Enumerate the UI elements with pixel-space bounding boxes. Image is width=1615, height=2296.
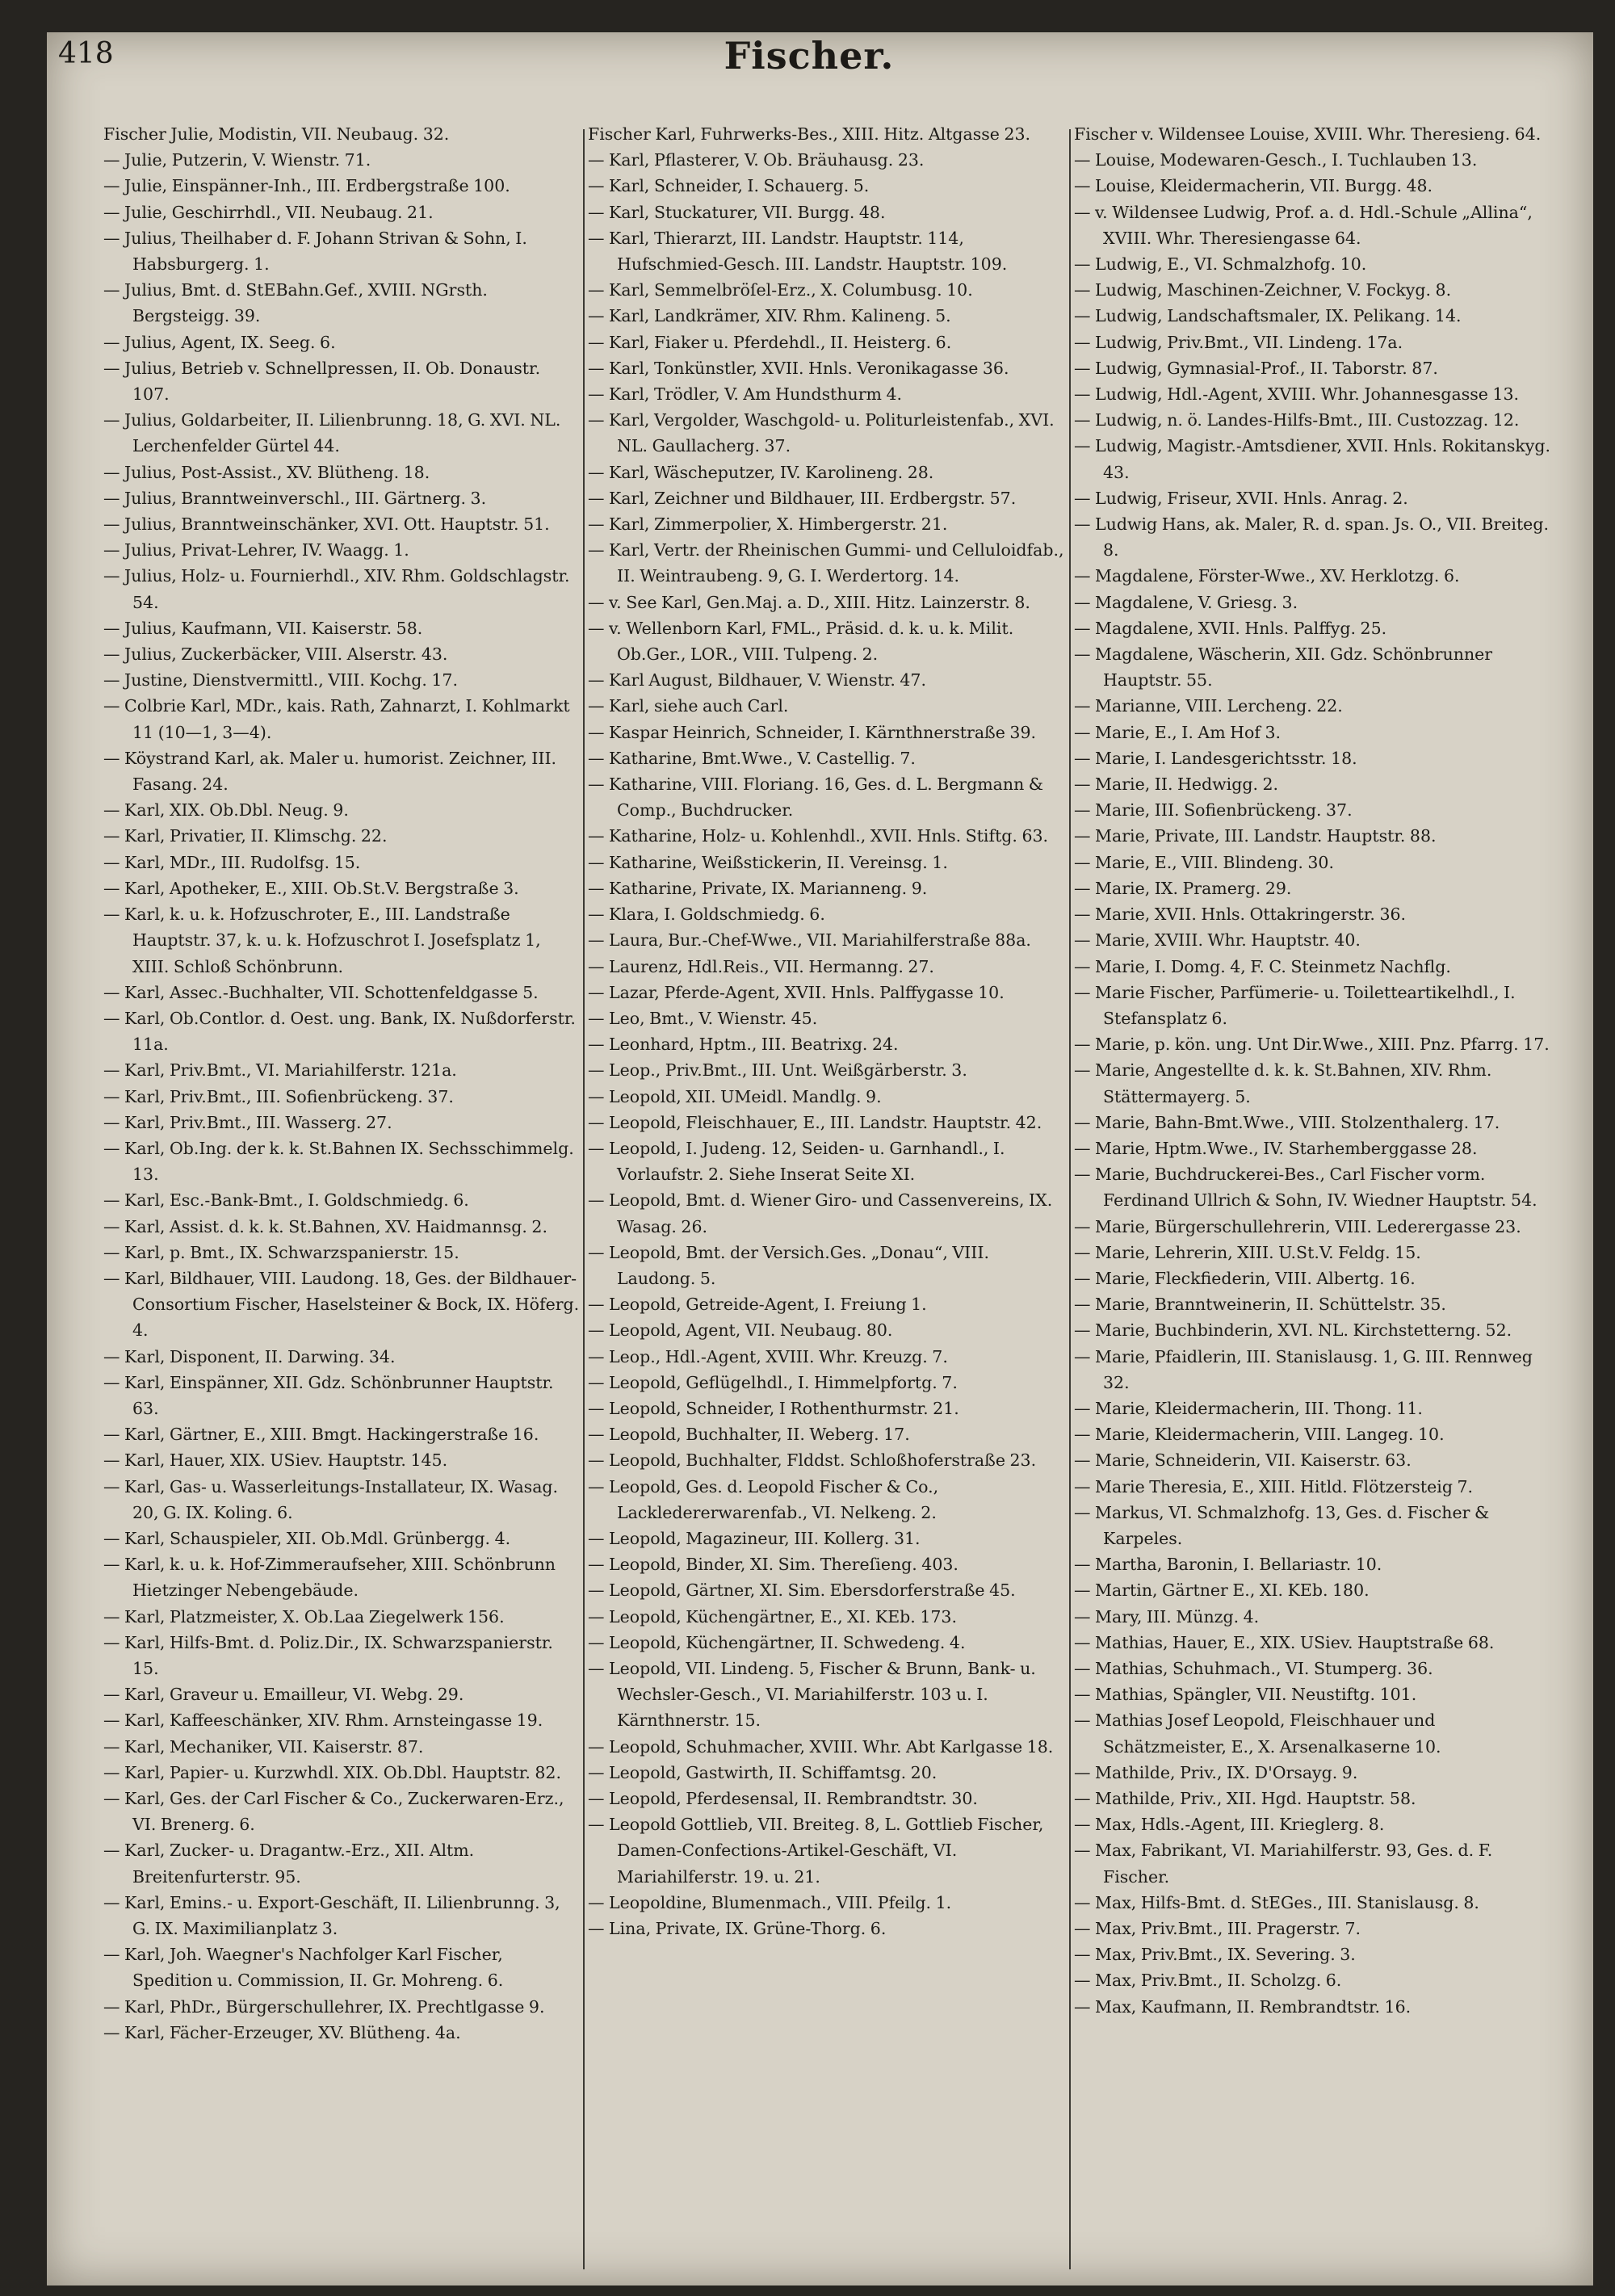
directory-entry: — Karl, Gärtner, E., XIII. Bmgt. Hackingerstraße 16. [103, 1425, 539, 1445]
directory-entry: — Max, Priv.Bmt., IX. Severing. 3. [1074, 1945, 1356, 1965]
directory-entry: — Karl, Gas- u. Wasserleitungs-Installateur, IX. Wasag. 20, G. IX. Koling. 6. [103, 1476, 559, 1522]
directory-entry: — Leopold, Getreide-Agent, I. Freiung 1. [588, 1295, 927, 1315]
directory-entry: — Lazar, Pferde-Agent, XVII. Hnls. Palffygasse 10. [588, 982, 1005, 1002]
column-rule [1069, 129, 1071, 2269]
directory-entry: — Karl, Fiaker u. Pferdehdl., II. Heisterg. 6. [588, 332, 952, 352]
directory-entry: — Leopoldine, Blumenmach., VIII. Pfeilg. 1. [588, 1892, 952, 1912]
directory-entry: — Karl, Esc.-Bank-Bmt., I. Goldschmiedg. 6. [103, 1190, 469, 1211]
directory-entry: — Karl, Einspänner, XII. Gdz. Schönbrunner Hauptstr. 63. [103, 1372, 554, 1418]
directory-entry: — Karl, Disponent, II. Darwing. 34. [103, 1346, 396, 1366]
directory-entry: — Karl, Assist. d. k. k. St.Bahnen, XV. Haidmannsg. 2. [103, 1216, 547, 1236]
directory-entry: — Marie, IX. Pramerg. 29. [1074, 878, 1292, 898]
directory-entry: — Mathias, Hauer, E., XIX. USiev. Hauptstraße 68. [1074, 1632, 1495, 1652]
directory-entry: — Julius, Privat-Lehrer, IV. Waagg. 1. [103, 540, 409, 560]
directory-entry: — Karl, Zucker- u. Dragantw.-Erz., XII. Altm. Breitenfurterstr. 95. [103, 1841, 475, 1887]
column-3 [1074, 121, 1550, 2269]
directory-entry: — Leopold, Gärtner, XI. Sim. Ebersdorferstraße 45. [588, 1580, 1016, 1601]
directory-entry: — Max, Kaufmann, II. Rembrandtstr. 16. [1074, 1996, 1412, 2017]
directory-entry: — Marie, Buchdruckerei-Bes., Carl Fischer vorm. Ferdinand Ullrich & Sohn, IV. Wiedner Hauptstr. 54. [1074, 1165, 1537, 1211]
directory-entry: — Magdalene, Wäscherin, XII. Gdz. Schönbrunner Hauptstr. 55. [1074, 644, 1493, 690]
directory-entry: — Leopold, Magazineur, III. Kollerg. 31. [588, 1528, 921, 1548]
directory-entry: — Mathias, Schuhmach., VI. Stumperg. 36. [1074, 1658, 1433, 1678]
directory-entry: — Max, Priv.Bmt., II. Scholzg. 6. [1074, 1971, 1342, 1991]
directory-entry: — Marie, Bürgerschullehrerin, VIII. Lederergasse 23. [1074, 1216, 1521, 1236]
directory-entry: — Julius, Theilhaber d. F. Johann Strivan & Sohn, I. Habsburgerg. 1. [103, 228, 527, 275]
directory-entry: — Karl, Apotheker, E., XIII. Ob.St.V. Bergstraße 3. [103, 878, 519, 898]
column-2 [588, 121, 1064, 2269]
directory-entry: — Katharine, Private, IX. Marianneng. 9. [588, 878, 928, 898]
directory-entry: — Marie, Private, III. Landstr. Hauptstr. 88. [1074, 826, 1437, 846]
directory-entry: — Marie, p. kön. ung. Unt Dir.Wwe., XIII. Pnz. Pfarrg. 17. [1074, 1035, 1550, 1055]
directory-entry: — Karl, Schauspieler, XII. Ob.Mdl. Grünbergg. 4. [103, 1528, 511, 1548]
directory-entry: — Laurenz, Hdl.Reis., VII. Hermanng. 27. [588, 956, 934, 976]
directory-entry: — Lina, Private, IX. Grüne-Thorg. 6. [588, 1919, 887, 1939]
directory-entry: — Karl, Priv.Bmt., VI. Mariahilferstr. 121a. [103, 1060, 457, 1081]
directory-entry: Fischer v. Wildensee Louise, XVIII. Whr. Theresieng. 64. [1074, 124, 1542, 144]
directory-entry: — Karl, Emins.- u. Export-Geschäft, II. Lilienbrunng. 3, G. IX. Maximilianplatz 3. [103, 1892, 560, 1939]
directory-entry: — Ludwig, Landschaftsmaler, IX. Pelikang. 14. [1074, 306, 1462, 326]
directory-entry: — Marie, Angestellte d. k. k. St.Bahnen, XIV. Rhm. Stättermayerg. 5. [1074, 1060, 1492, 1106]
directory-entry: — Leopold, VII. Lindeng. 5, Fischer & Brunn, Bank- u. Wechsler-Gesch., VI. Mariahilferstr. 103 u. I. Kärnthnerstr. 15. [588, 1658, 1036, 1731]
directory-entry: — Karl, Hauer, XIX. USiev. Hauptstr. 145. [103, 1450, 448, 1471]
directory-entry: Fischer Julie, Modistin, VII. Neubaug. 32. [103, 124, 450, 144]
directory-entry: — Karl, Kaffeeschänker, XIV. Rhm. Arnsteingasse 19. [103, 1710, 543, 1731]
directory-entry: — Julius, Kaufmann, VII. Kaiserstr. 58. [103, 618, 423, 638]
directory-entry: — Julius, Betrieb v. Schnellpressen, II. Ob. Donaustr. 107. [103, 358, 541, 405]
directory-entry: — Katharine, VIII. Floriang. 16, Ges. d. L. Bergmann & Comp., Buchdrucker. [588, 774, 1044, 821]
directory-entry: — Magdalene, V. Griesg. 3. [1074, 592, 1298, 612]
directory-entry: — Karl, Graveur u. Emailleur, VI. Webg. 29. [103, 1685, 464, 1705]
directory-entry: — Leopold, Geflügelhdl., I. Himmelpfortg. 7. [588, 1372, 958, 1392]
directory-entry: — Mathilde, Priv., IX. D'Orsayg. 9. [1074, 1762, 1358, 1782]
directory-entry: — Karl, Mechaniker, VII. Kaiserstr. 87. [103, 1736, 424, 1757]
directory-entry: — Marie, E., I. Am Hof 3. [1074, 722, 1282, 742]
directory-entry: — Mary, III. Münzg. 4. [1074, 1606, 1260, 1627]
column-rule [583, 129, 585, 2269]
directory-entry: — Julius, Branntweinschänker, XVI. Ott. Hauptstr. 51. [103, 514, 550, 535]
directory-entry: — Leopold, I. Judeng. 12, Seiden- u. Garnhandl., I. Vorlaufstr. 2. Siehe Inserat Seite XI. [588, 1138, 1005, 1185]
directory-entry: — Ludwig, Maschinen-Zeichner, V. Fockyg. 8. [1074, 280, 1452, 300]
directory-entry: — Karl, Pflasterer, V. Ob. Bräuhausg. 23. [588, 150, 925, 170]
directory-entry: — Karl, Schneider, I. Schauerg. 5. [588, 176, 870, 196]
directory-entry: — Karl, Assec.-Buchhalter, VII. Schottenfeldgasse 5. [103, 982, 539, 1002]
directory-entry: — Katharine, Holz- u. Kohlenhdl., XVII. Hnls. Stiftg. 63. [588, 826, 1049, 846]
directory-entry: — v. Wellenborn Karl, FML., Präsid. d. k. u. k. Milit. Ob.Ger., LOR., VIII. Tulpeng. 2. [588, 618, 1014, 665]
directory-entry: — Karl, Zeichner und Bildhauer, III. Erdbergstr. 57. [588, 488, 1017, 508]
directory-entry: — Marie, XVII. Hnls. Ottakringerstr. 36. [1074, 905, 1407, 925]
page-header [58, 34, 1560, 110]
directory-entry: — Max, Hilfs-Bmt. d. StEGes., III. Stanislausg. 8. [1074, 1892, 1479, 1912]
directory-entry: — Leopold, Küchengärtner, E., XI. KEb. 173. [588, 1606, 957, 1627]
directory-entry: — Karl, Papier- u. Kurzwhdl. XIX. Ob.Dbl. Hauptstr. 82. [103, 1762, 561, 1782]
directory-entry: — Julius, Branntweinverschl., III. Gärtnerg. 3. [103, 488, 487, 508]
directory-entry: — Ludwig, n. ö. Landes-Hilfs-Bmt., III. Custozzag. 12. [1074, 410, 1520, 430]
directory-entry: — Marie, I. Domg. 4, F. C. Steinmetz Nachflg. [1074, 956, 1451, 976]
directory-entry: — Leopold, Küchengärtner, II. Schwedeng. 4. [588, 1632, 966, 1652]
directory-entry: — Martha, Baronin, I. Bellariastr. 10. [1074, 1555, 1382, 1575]
directory-entry: — Karl, Hilfs-Bmt. d. Poliz.Dir., IX. Schwarzspanierstr. 15. [103, 1632, 553, 1678]
directory-entry: — Markus, VI. Schmalzhofg. 13, Ges. d. Fischer & Karpeles. [1074, 1502, 1490, 1548]
directory-entry: — Marie, Fleckfiederin, VIII. Albertg. 16. [1074, 1268, 1416, 1288]
directory-entry: — Karl, Tonkünstler, XVII. Hnls. Veronikagasse 36. [588, 358, 1009, 378]
directory-entry: — Karl, XIX. Ob.Dbl. Neug. 9. [103, 800, 349, 821]
directory-entry: — Karl, Trödler, V. Am Hundsthurm 4. [588, 384, 903, 405]
directory-entry: — Leonhard, Hptm., III. Beatrixg. 24. [588, 1035, 899, 1055]
directory-entry: — Marie, XVIII. Whr. Hauptstr. 40. [1074, 930, 1361, 951]
directory-entry: — Marie, Bahn-Bmt.Wwe., VIII. Stolzenthalerg. 17. [1074, 1112, 1500, 1132]
directory-entry: — Marie, Pfaidlerin, III. Stanislausg. 1, G. III. Rennweg 32. [1074, 1346, 1533, 1392]
directory-entry: — Ludwig, E., VI. Schmalzhofg. 10. [1074, 254, 1367, 275]
directory-entry: — Karl, Fächer-Erzeuger, XV. Blütheng. 4a. [103, 2022, 461, 2042]
directory-entry: — Laura, Bur.-Chef-Wwe., VII. Mariahilferstraße 88a. [588, 930, 1031, 951]
directory-entry: — Karl, Ob.Contlor. d. Oest. ung. Bank, IX. Nußdorferstr. 11a. [103, 1008, 576, 1055]
directory-entry: — Magdalene, Förster-Wwe., XV. Herklotzg. 6. [1074, 566, 1460, 586]
column-1 [103, 121, 580, 2269]
directory-entry: — Marianne, VIII. Lercheng. 22. [1074, 696, 1343, 716]
directory-entry: — Marie Fischer, Parfümerie- u. Toiletteartikelhdl., I. Stefansplatz 6. [1074, 982, 1516, 1028]
directory-entry: — Ludwig Hans, ak. Maler, R. d. span. Js. O., VII. Breiteg. 8. [1074, 514, 1549, 560]
directory-entry: — Karl, Platzmeister, X. Ob.Laa Ziegelwerk 156. [103, 1606, 505, 1627]
directory-entry: — Louise, Modewaren-Gesch., I. Tuchlauben 13. [1074, 150, 1478, 170]
directory-entry: — Karl, p. Bmt., IX. Schwarzspanierstr. 15. [103, 1242, 459, 1262]
directory-entry: — Köystrand Karl, ak. Maler u. humorist. Zeichner, III. Fasang. 24. [103, 748, 557, 795]
directory-entry: — Karl, k. u. k. Hof-Zimmeraufseher, XIII. Schönbrunn Hietzinger Nebengebäude. [103, 1555, 556, 1601]
directory-entry: — Leopold, Bmt. der Versich.Ges. „Donau“, VIII. Laudong. 5. [588, 1242, 989, 1288]
directory-entry: — Karl, Vertr. der Rheinischen Gummi- und Celluloidfab., II. Weintraubeng. 9, G. I. Werdertorg. 14. [588, 540, 1064, 586]
directory-entry: — Max, Fabrikant, VI. Mariahilferstr. 93, Ges. d. F. Fischer. [1074, 1841, 1493, 1887]
directory-entry: — Karl August, Bildhauer, V. Wienstr. 47. [588, 670, 926, 690]
directory-entry: — Leo, Bmt., V. Wienstr. 45. [588, 1008, 818, 1028]
directory-entry: — Leopold, Bmt. d. Wiener Giro- und Cassenvereins, IX. Wasag. 26. [588, 1190, 1053, 1236]
directory-entry: — Karl, k. u. k. Hofzuschroter, E., III. Landstraße Hauptstr. 37, k. u. k. Hofzuschrot I. Josefsplatz 1, XIII. Schloß Schönbrunn. [103, 905, 541, 976]
directory-entry: — Leopold Gottlieb, VII. Breiteg. 8, L. Gottlieb Fischer, Damen-Confections-Artikel-Geschäft, VI. Mariahilferstr. 19. u. 21. [588, 1815, 1044, 1887]
directory-entry: — Leopold, Ges. d. Leopold Fischer & Co., Lackledererwarenfab., VI. Nelkeng. 2. [588, 1476, 939, 1522]
directory-entry: — Leop., Hdl.-Agent, XVIII. Whr. Kreuzg. 7. [588, 1346, 948, 1366]
directory-entry: — Marie, Kleidermacherin, III. Thong. 11. [1074, 1398, 1423, 1418]
directory-entry: — Julius, Zuckerbäcker, VIII. Alserstr. 43. [103, 644, 448, 665]
directory-entry: — Karl, Priv.Bmt., III. Wasserg. 27. [103, 1112, 392, 1132]
directory-entry: — Klara, I. Goldschmiedg. 6. [588, 905, 825, 925]
directory-entry: — Karl, siehe auch Carl. [588, 696, 789, 716]
directory-entry: — Katharine, Weißstickerin, II. Vereinsg. 1. [588, 852, 948, 872]
directory-entry: — Karl, Vergolder, Waschgold- u. Politurleistenfab., XVI. NL. Gaullacherg. 37. [588, 410, 1055, 456]
running-head: Fischer. [724, 34, 895, 78]
directory-entry: — Karl, Stuckaturer, VII. Burgg. 48. [588, 202, 886, 222]
directory-entry: — Mathias, Spängler, VII. Neustiftg. 101. [1074, 1685, 1417, 1705]
directory-entry: — v. See Karl, Gen.Maj. a. D., XIII. Hitz. Lainzerstr. 8. [588, 592, 1030, 612]
directory-entry: — Karl, Privatier, II. Klimschg. 22. [103, 826, 388, 846]
directory-entry: — Julius, Post-Assist., XV. Blütheng. 18. [103, 462, 430, 482]
directory-entry: — Marie Theresia, E., XIII. Hitld. Flötzersteig 7. [1074, 1476, 1474, 1496]
directory-entry: — Julius, Goldarbeiter, II. Lilienbrunng. 18, G. XVI. NL. Lerchenfelder Gürtel 44. [103, 410, 561, 456]
directory-entry: — Karl, Wäscheputzer, IV. Karolineng. 28. [588, 462, 934, 482]
directory-entry: — Marie, III. Sofienbrückeng. 37. [1074, 800, 1353, 821]
directory-entry: — Marie, E., VIII. Blindeng. 30. [1074, 852, 1334, 872]
directory-entry: — Ludwig, Gymnasial-Prof., II. Taborstr. 87. [1074, 358, 1438, 378]
directory-entry: — Julie, Einspänner-Inh., III. Erdbergstraße 100. [103, 176, 510, 196]
directory-entry: — Julie, Putzerin, V. Wienstr. 71. [103, 150, 371, 170]
directory-entry: — Colbrie Karl, MDr., kais. Rath, Zahnarzt, I. Kohlmarkt 11 (10—1, 3—4). [103, 696, 570, 742]
directory-entry: — Kaspar Heinrich, Schneider, I. Kärnthnerstraße 39. [588, 722, 1036, 742]
directory-entry: — Ludwig, Magistr.-Amtsdiener, XVII. Hnls. Rokitanskyg. 43. [1074, 436, 1550, 482]
directory-entry: — Karl, Ob.Ing. der k. k. St.Bahnen IX. Sechsschimmelg. 13. [103, 1138, 574, 1185]
directory-entry: — Leopold, Fleischhauer, E., III. Landstr. Hauptstr. 42. [588, 1112, 1042, 1132]
directory-entry: — Marie, Lehrerin, XIII. U.St.V. Feldg. 15. [1074, 1242, 1421, 1262]
directory-entry: — Mathias Josef Leopold, Fleischhauer und Schätzmeister, E., X. Arsenalkaserne 10. [1074, 1710, 1441, 1757]
directory-entry: — Martin, Gärtner E., XI. KEb. 180. [1074, 1580, 1370, 1601]
directory-entry: — Karl, Joh. Waegner's Nachfolger Karl Fischer, Spedition u. Commission, II. Gr. Mohreng. 6. [103, 1945, 504, 1991]
directory-entry: Fischer Karl, Fuhrwerks-Bes., XIII. Hitz. Altgasse 23. [588, 124, 1031, 144]
directory-entry: — Karl, Bildhauer, VIII. Laudong. 18, Ges. der Bildhauer-Consortium Fischer, Haselsteiner & Bock, IX. Höferg. 4. [103, 1268, 580, 1341]
page-number: 418 [58, 37, 114, 70]
directory-entry: — Ludwig, Priv.Bmt., VII. Lindeng. 17a. [1074, 332, 1403, 352]
directory-entry: — Leopold, Buchhalter, II. Weberg. 17. [588, 1425, 910, 1445]
directory-entry: — Leopold, Schneider, I Rothenthurmstr. 21. [588, 1398, 959, 1418]
directory-entry: — Marie, I. Landesgerichtsstr. 18. [1074, 748, 1357, 768]
directory-entry: — Karl, Semmelbröſel-Erz., X. Columbusg. 10. [588, 280, 973, 300]
directory-entry: — Ludwig, Friseur, XVII. Hnls. Anrag. 2. [1074, 488, 1408, 508]
directory-entry: — Louise, Kleidermacherin, VII. Burgg. 48. [1074, 176, 1433, 196]
directory-entry: — Leopold, Pferdesensal, II. Rembrandtstr. 30. [588, 1789, 978, 1808]
directory-entry: — Leop., Priv.Bmt., III. Unt. Weißgärberstr. 3. [588, 1060, 967, 1081]
directory-entry: — Karl, MDr., III. Rudolfsg. 15. [103, 852, 361, 872]
directory-entry: — Katharine, Bmt.Wwe., V. Castellig. 7. [588, 748, 916, 768]
directory-entry: — Leopold, Agent, VII. Neubaug. 80. [588, 1320, 893, 1341]
directory-entry: — Marie, Hptm.Wwe., IV. Starhemberggasse 28. [1074, 1138, 1478, 1158]
directory-entry: — Max, Priv.Bmt., III. Pragerstr. 7. [1074, 1919, 1361, 1939]
directory-entry: — Marie, Schneiderin, VII. Kaiserstr. 63. [1074, 1450, 1412, 1471]
directory-entry: — Karl, Zimmerpolier, X. Himbergerstr. 21. [588, 514, 948, 535]
directory-entry: — Karl, PhDr., Bürgerschullehrer, IX. Prechtlgasse 9. [103, 1996, 545, 2017]
directory-entry: — v. Wildensee Ludwig, Prof. a. d. Hdl.-Schule „Allina“, XVIII. Whr. Theresiengasse 64. [1074, 202, 1533, 248]
directory-entry: — Leopold, Binder, XI. Sim. Thereſieng. 403. [588, 1555, 959, 1575]
directory-entry: — Marie, Branntweinerin, II. Schüttelstr. 35. [1074, 1295, 1446, 1315]
directory-entry: — Ludwig, Hdl.-Agent, XVIII. Whr. Johannesgasse 13. [1074, 384, 1520, 405]
directory-entry: — Julius, Bmt. d. StEBahn.Gef., XVIII. NGrsth. Bergsteigg. 39. [103, 280, 488, 326]
directory-entry: — Julius, Holz- u. Fournierhdl., XIV. Rhm. Goldschlagstr. 54. [103, 566, 570, 612]
directory-entry: — Julius, Agent, IX. Seeg. 6. [103, 332, 336, 352]
directory-entry: — Karl, Landkrämer, XIV. Rhm. Kalineng. 5. [588, 306, 951, 326]
directory-entry: — Julie, Geschirrhdl., VII. Neubaug. 21. [103, 202, 434, 222]
directory-entry: — Marie, Buchbinderin, XVI. NL. Kirchstetterng. 52. [1074, 1320, 1512, 1341]
directory-entry: — Max, Hdls.-Agent, III. Krieglerg. 8. [1074, 1815, 1385, 1835]
directory-entry: — Leopold, Buchhalter, Flddst. Schloßhoferstraße 23. [588, 1450, 1037, 1471]
directory-entry: — Leopold, Schuhmacher, XVIII. Whr. Abt Karlgasse 18. [588, 1736, 1054, 1757]
directory-entry: — Mathilde, Priv., XII. Hgd. Hauptstr. 58. [1074, 1789, 1416, 1808]
directory-entry: — Karl, Ges. der Carl Fischer & Co., Zuckerwaren-Erz., VI. Brenerg. 6. [103, 1789, 564, 1835]
directory-entry: — Leopold, XII. UMeidl. Mandlg. 9. [588, 1086, 882, 1106]
directory-entry: — Justine, Dienstvermittl., VIII. Kochg. 17. [103, 670, 458, 690]
directory-entry: — Karl, Priv.Bmt., III. Sofienbrückeng. 37. [103, 1086, 454, 1106]
directory-entry: — Leopold, Gastwirth, II. Schiffamtsg. 20. [588, 1762, 938, 1782]
directory-entry: — Marie, Kleidermacherin, VIII. Langeg. 10. [1074, 1425, 1445, 1445]
directory-entry: — Marie, II. Hedwigg. 2. [1074, 774, 1279, 795]
directory-entry: — Karl, Thierarzt, III. Landstr. Hauptstr. 114, Hufschmied-Gesch. III. Landstr. Hauptstr. 109. [588, 228, 1008, 275]
directory-entry: — Magdalene, XVII. Hnls. Palffyg. 25. [1074, 618, 1387, 638]
